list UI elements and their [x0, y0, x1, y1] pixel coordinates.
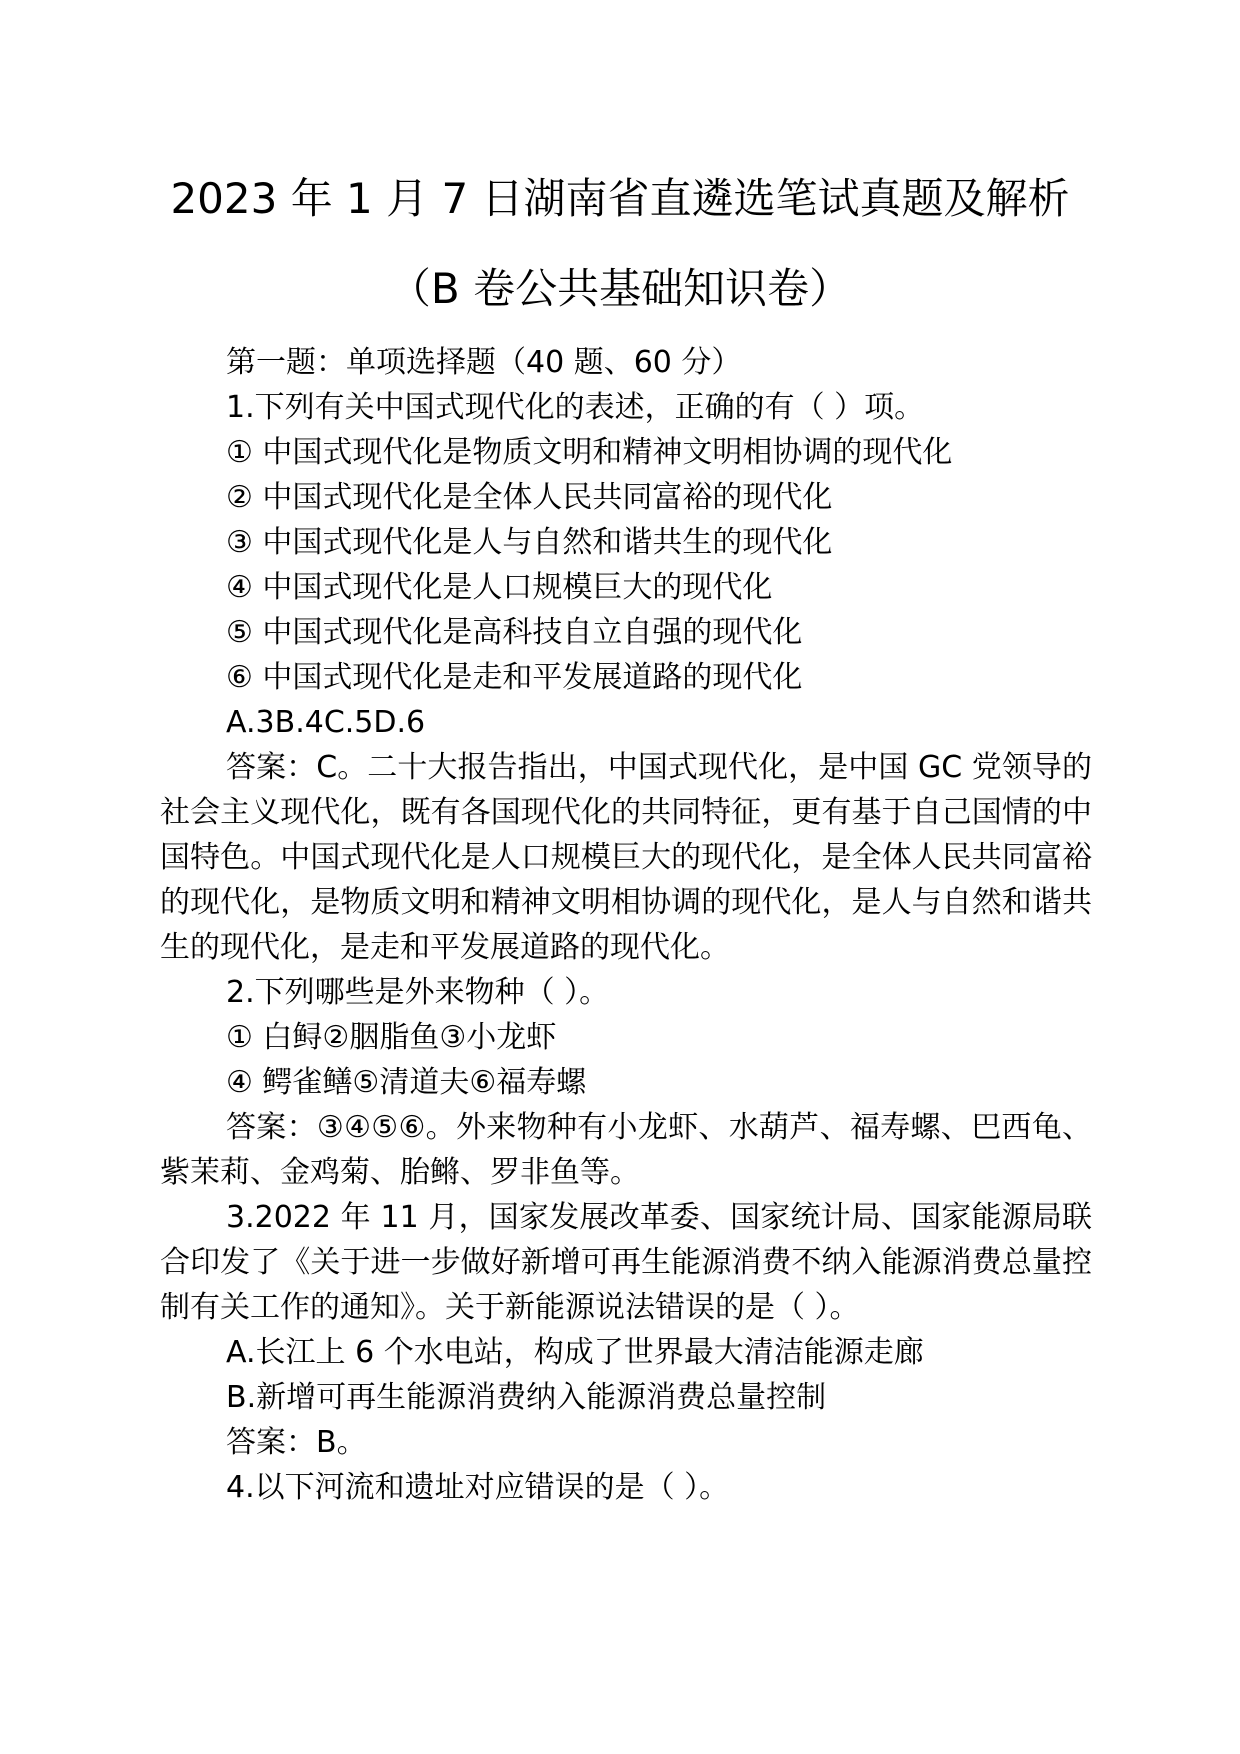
document-body	[160, 340, 1092, 1510]
question-4: 4.以下河流和遗址对应错误的是（ ）。	[226, 1470, 730, 1505]
question-1-item: ② 中国式现代化是全体人民共同富裕的现代化	[226, 480, 833, 515]
section-heading: 第一题：单项选择题（40 题、60 分）	[226, 345, 742, 380]
question-3-option: A.长江上 6 个水电站，构成了世界最大清洁能源走廊	[226, 1335, 924, 1370]
question-3: 3.2022 年 11 月，国家发展改革委、国家统计局、国家能源局联合印发了《关于进一步做好新增可再生能源消费不纳入能源消费总量控制有关工作的通知》。关于新能源说法错误的是（ ）。	[160, 1200, 1092, 1325]
question-3-answer: 答案：B。	[226, 1425, 367, 1460]
question-1-item: ① 中国式现代化是物质文明和精神文明相协调的现代化	[226, 435, 953, 470]
question-2-item: ① 白鲟②胭脂鱼③小龙虾	[226, 1020, 557, 1055]
question-1-item: ④ 中国式现代化是人口规模巨大的现代化	[226, 570, 773, 605]
document-title-line-2: （B 卷公共基础知识卷）	[388, 264, 852, 313]
question-1: 1.下列有关中国式现代化的表述，正确的有（ ）项。	[226, 390, 925, 425]
question-2: 2.下列哪些是外来物种（ ）。	[226, 975, 610, 1010]
question-1-answer: 答案：C。二十大报告指出，中国式现代化，是中国 GC 党领导的社会主义现代化，既有各国现代化的共同特征，更有基于自己国情的中国特色。中国式现代化是人口规模巨大的现代化，是全体人民共同富裕的现代化，是物质文明和精神文明相协调的现代化，是人与自然和谐共生的现代化，是走和平发展道路的现代化。	[160, 750, 1092, 965]
question-1-item: ⑥ 中国式现代化是走和平发展道路的现代化	[226, 660, 803, 695]
document-title-line-1: 2023 年 1 月 7 日湖南省直遴选笔试真题及解析	[170, 174, 1070, 223]
question-1-item: ③ 中国式现代化是人与自然和谐共生的现代化	[226, 525, 833, 560]
question-1-item: ⑤ 中国式现代化是高科技自立自强的现代化	[226, 615, 803, 650]
question-1-options: A.3B.4C.5D.6	[226, 705, 426, 740]
question-2-item: ④ 鳄雀鳝⑤清道夫⑥福寿螺	[226, 1065, 587, 1100]
question-3-option: B.新增可再生能源消费纳入能源消费总量控制	[226, 1380, 827, 1415]
question-2-answer: 答案：③④⑤⑥。外来物种有小龙虾、水葫芦、福寿螺、巴西龟、紫茉莉、金鸡菊、胎鳉、罗非鱼等。	[160, 1110, 1092, 1190]
